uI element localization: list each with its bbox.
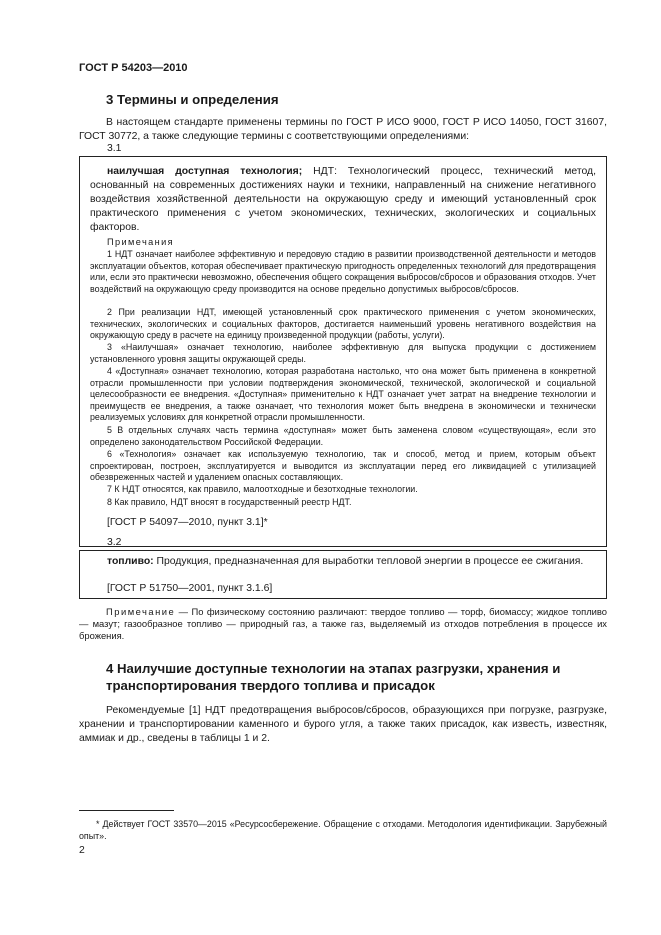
page-header: ГОСТ Р 54203—2010 [79,62,188,74]
term-source: [ГОСТ Р 51750—2001, пункт 3.1.6] [107,583,273,594]
term-name: топливо: [107,556,154,567]
term-definition [90,555,596,569]
note-item: 2 При реализации НДТ, имеющей установленный срок практического применения с учетом экономических, технических, экологических и социальных факторов, достигается наименьший уровень негативного воздействия на окружающую среду в расчете на единицу произведенной продукции (работы, услуги). [90,307,596,341]
footnote-divider [79,810,174,811]
section-4-text: Рекомендуемые [1] НДТ предотвращения выбросов/сбросов, образующихся при погрузке, разгрузке, хранении и транспортировании каменного и бурого угля, а также таких присадок, как известь, известняк, аммиак и др., сведены в таблицы 1 и 2. [79,705,607,744]
footnote: * Действует ГОСТ 33570—2015 «Ресурсосбережение. Обращение с отходами. Методология идентификации. Зарубежный опыт». [79,819,607,841]
fuel-note-text: — По физическому состоянию различают: твердое топливо — торф, биомассу; жидкое топливо — мазут; газообразное топливо — природный газ, а также газ, выделяемый из отходов потребления в процессе их брожения. [79,606,607,642]
term-name: наилучшая доступная технология; [107,166,303,177]
note-item: 8 Как правило, НДТ вносят в государственный реестр НДТ. [107,497,352,507]
term-box [79,550,607,599]
term-number: 3.2 [107,537,122,548]
section-3-intro: В настоящем стандарте применены термины по ГОСТ Р ИСО 9000, ГОСТ Р ИСО 14050, ГОСТ 31607, ГОСТ 30772, а также следующие термины с соответствующими определениями: [79,117,607,142]
term-source: [ГОСТ Р 54097—2010, пункт 3.1]* [107,517,268,528]
note-item: 3 «Наилучшая» означает технологию, наиболее эффективную для выпуска продукции с достижением установленного уровня защиты окружающей среды. [90,342,596,364]
term-definition [90,165,596,235]
section-3-title: 3 Термины и определения [106,92,279,107]
note-item: 4 «Доступная» означает технологию, которая разработана настолько, что она может быть применена в конкретной отрасли промышленности при условии подтверждения экономической, технической, экологической и социальной целесообразности ее внедрения. «Доступная» применительно к НДТ означает учет затрат на внедрение технологии и преимуществ ее внедрения, а также означает, что технология может быть внедрена в экономически и технически реализуемых условиях для конкретной отрасли промышленности. [90,366,596,423]
note-item: 6 «Технология» означает как используемую технологию, так и способ, метод и прием, которым объект спроектирован, построен, эксплуатируется и выводится из эксплуатации перед его ликвидацией с утилизацией обезвреженных частей и удалением опасных составляющих. [90,449,596,483]
term-box [79,156,607,547]
section-4-title: 4 Наилучшие доступные технологии на этапах разгрузки, хранения и транспортирования твердого топлива и присадок [106,661,561,693]
term-definition-text: НДТ: Технологический процесс, технический метод, основанный на современных достижениях науки и техники, направленный на снижение негативного воздействия хозяйственной деятельности на окружающую среду и имеющий установленный срок практического применения с учетом экономических, технических, экологических и социальных факторов. [90,166,596,233]
fuel-note [79,606,607,643]
term-number: 3.1 [107,143,122,154]
fuel-note-label: Примечание [106,606,176,617]
page-number: 2 [79,845,85,856]
note-item: 1 НДТ означает наиболее эффективную и передовую стадию в развитии производственной деятельности и методов эксплуатации объектов, которая обеспечивает практическую пригодность определенных технологий для предотвращения или, если это практически невозможно, обеспечения общего сокращения выбросов/сбросов и образования отходов. Учет воздействий на окружающую среду производится на основе предельно допустимых выбросов/сбросов. [90,249,596,294]
notes-title: Примечания [107,237,175,247]
note-item: 7 К НДТ относятся, как правило, малоотходные и безотходные технологии. [107,484,418,494]
note-item: 5 В отдельных случаях часть термина «доступная» может быть заменена словом «существующая», если это определено законодательством Российской Федерации. [90,425,596,447]
term-definition-text: Продукция, предназначенная для выработки тепловой энергии в процессе ее сжигания. [153,556,584,567]
